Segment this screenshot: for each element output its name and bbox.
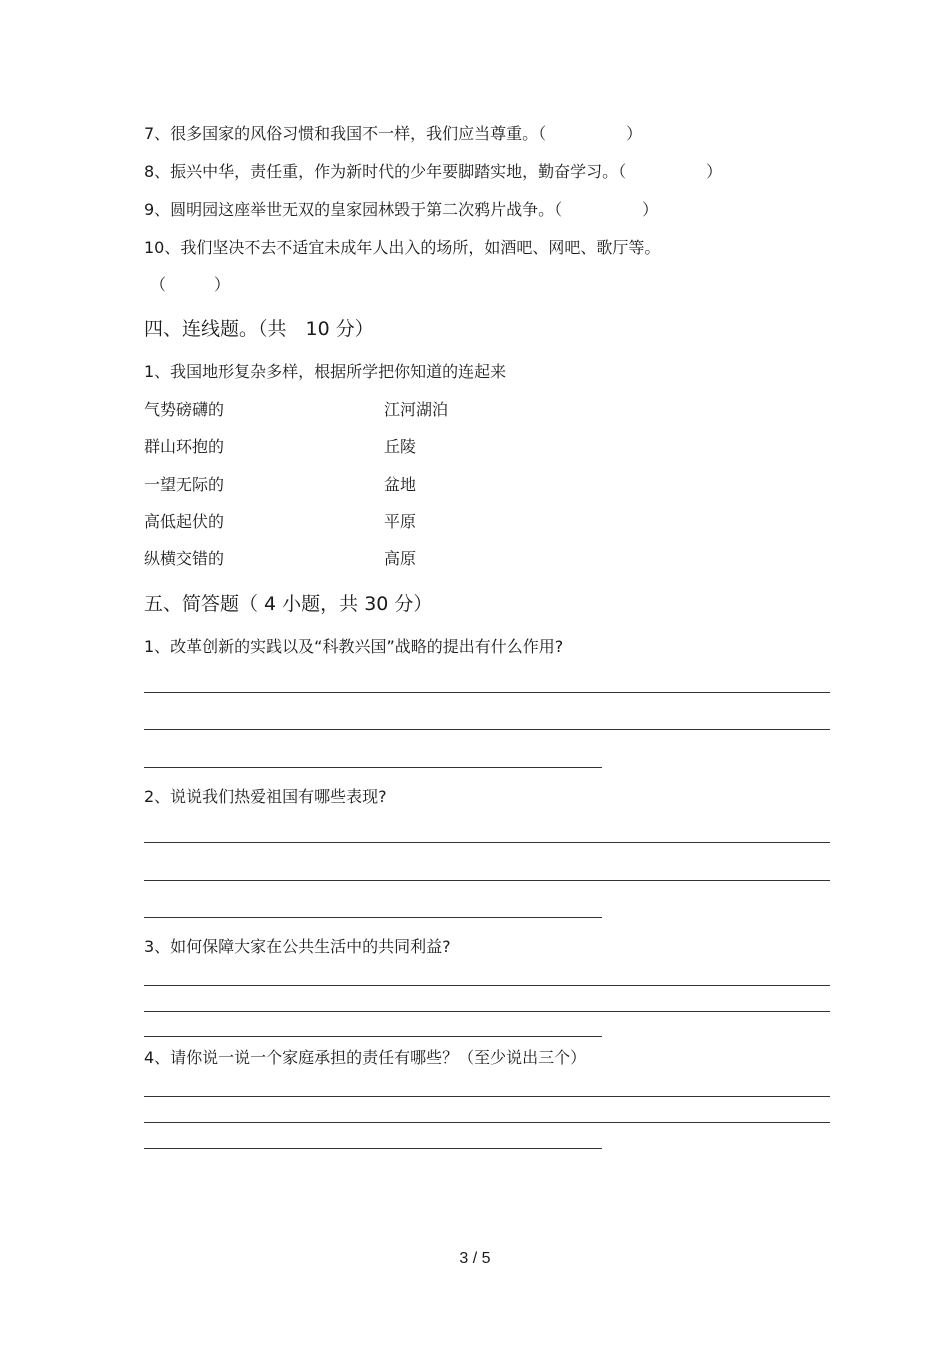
short-answer-question-2: 2、说说我们热爱祖国有哪些表现?	[144, 787, 387, 806]
answer-line	[144, 729, 830, 730]
matching-left-item: 纵横交错的	[144, 549, 225, 568]
matching-right-item: 盆地	[384, 475, 417, 494]
matching-left-item: 一望无际的	[144, 475, 225, 494]
page-number: 3 / 5	[459, 1250, 491, 1267]
answer-line	[144, 1011, 830, 1012]
answer-line	[144, 767, 602, 768]
short-answer-question-1: 1、改革创新的实践以及“科教兴国”战略的提出有什么作用?	[144, 637, 564, 656]
judge-question-10: 10、我们坚决不去不适宜未成年人出入的场所，如酒吧、网吧、歌厅等。	[144, 238, 661, 257]
answer-line	[144, 985, 830, 986]
matching-left-item: 群山环抱的	[144, 437, 225, 456]
answer-line	[144, 842, 830, 843]
answer-line	[144, 1122, 830, 1123]
section-5-heading: 五、简答题（ 4 小题，共 30 分）	[144, 593, 433, 615]
section-4-heading: 四、连线题。（共 10 分）	[144, 318, 374, 340]
matching-left-item: 高低起伏的	[144, 512, 225, 531]
matching-right-item: 丘陵	[384, 437, 417, 456]
judge-question-9: 9、圆明园这座举世无双的皇家园林毁于第二次鸦片战争。（ ）	[144, 200, 659, 219]
answer-line	[144, 1036, 602, 1037]
answer-line	[144, 1096, 830, 1097]
answer-line	[144, 1148, 602, 1149]
matching-right-item: 平原	[384, 512, 417, 531]
judge-question-8: 8、振兴中华，责任重，作为新时代的少年要脚踏实地，勤奋学习。（ ）	[144, 162, 723, 181]
answer-line	[144, 917, 602, 918]
matching-right-item: 江河湖泊	[384, 400, 449, 419]
matching-left-item: 气势磅礴的	[144, 400, 225, 419]
judge-question-7: 7、很多国家的风俗习惯和我国不一样，我们应当尊重。（ ）	[144, 124, 643, 143]
matching-right-item: 高原	[384, 549, 417, 568]
short-answer-question-4: 4、请你说一说一个家庭承担的责任有哪些？（至少说出三个）	[144, 1048, 587, 1067]
answer-line	[144, 692, 830, 693]
matching-question-1: 1、我国地形复杂多样，根据所学把你知道的连起来	[144, 362, 507, 381]
short-answer-question-3: 3、如何保障大家在公共生活中的共同利益?	[144, 937, 451, 956]
judge-question-10-answer-paren: （ ）	[150, 275, 231, 294]
answer-line	[144, 880, 830, 881]
